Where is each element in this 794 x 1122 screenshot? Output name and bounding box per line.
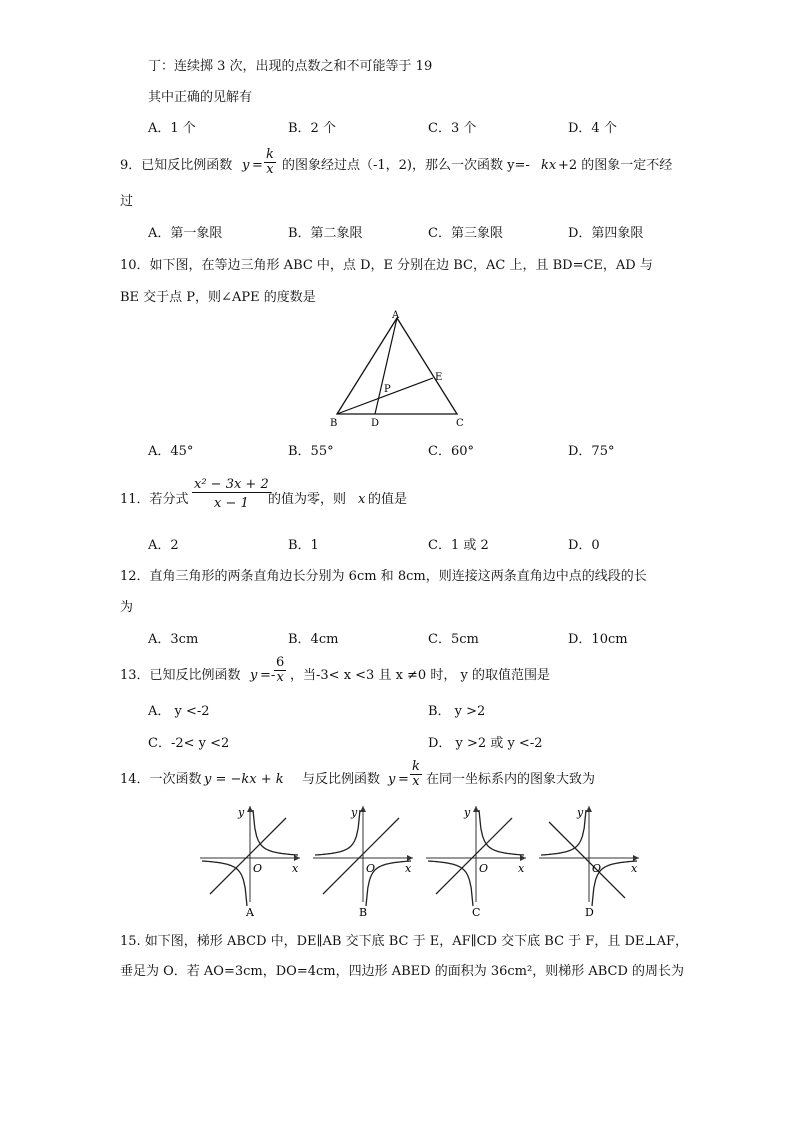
q8-option-d: D．4 个: [568, 121, 617, 136]
y-arrow: [586, 806, 592, 812]
q11-fraction-den: x − 1: [213, 496, 249, 511]
x-arrow: [294, 855, 300, 861]
q8-option-a: A．1 个: [148, 121, 196, 136]
y-arrow: [247, 806, 253, 812]
graph-b: [313, 806, 413, 919]
q9-option-a: A．第一象限: [148, 226, 223, 241]
q9-suffix-a: 的图象经过点（-1，2)，那么一次函数 y=-: [282, 158, 530, 173]
q9-prefix: 9．已知反比例函数: [120, 158, 233, 173]
q9-suffix-b: +2 的图象一定不经: [558, 158, 673, 173]
graph-option-label: B: [359, 906, 368, 919]
q11-option-a: A．2: [148, 538, 179, 553]
y-axis-label: y: [351, 806, 358, 819]
q11-option-c: C．1 或 2: [428, 538, 489, 553]
q10-option-b: B．55°: [288, 444, 334, 459]
graph-option-label: C: [472, 906, 481, 919]
q13-fraction-num: 6: [276, 655, 285, 670]
q13-eq: =-: [260, 668, 276, 683]
x-axis-label: x: [405, 862, 412, 875]
q12-option-c: C．5cm: [428, 632, 479, 647]
q13-prefix: 13．已知反比例函数: [120, 668, 241, 683]
q14-prefix: 14．一次函数: [120, 772, 202, 787]
origin-label: O: [366, 862, 376, 875]
hyperbola-branch: [253, 810, 298, 855]
q13-suffix: ，当-3< x <3 且 x ≠0 时， y 的取值范围是: [290, 668, 550, 683]
q13-y: y: [250, 668, 258, 683]
x-arrow: [520, 855, 526, 861]
label-e: E: [435, 372, 443, 383]
origin-label: O: [592, 862, 602, 875]
x-arrow: [407, 855, 413, 861]
q11-var: x: [358, 492, 366, 507]
q12-option-b: B．4cm: [288, 632, 339, 647]
label-c: C: [456, 418, 464, 429]
q14-mid: 与反比例函数: [302, 772, 381, 787]
q9-fraction-den: x: [266, 162, 274, 177]
hyperbola-branch: [428, 861, 473, 906]
origin-label: O: [479, 862, 489, 875]
q13-fraction-den: x: [276, 670, 284, 685]
x-axis-label: x: [518, 862, 525, 875]
q11-prefix: 11．若分式: [120, 492, 189, 507]
label-b: B: [330, 418, 338, 429]
q14-suffix: 在同一坐标系内的图象大致为: [426, 772, 596, 787]
q12-line2: 为: [120, 600, 134, 615]
triangle-figure: [325, 310, 475, 435]
q11-option-d: D．0: [568, 538, 600, 553]
q10-option-c: C．60°: [428, 444, 474, 459]
q13-option-c: C．-2< y <2: [148, 736, 230, 751]
graph-d: [539, 806, 639, 919]
label-a: A: [392, 310, 400, 321]
q9-fraction: [264, 148, 276, 177]
q12-line1: 12．直角三角形的两条直角边长分别为 6cm 和 8cm，则连接这两条直角边中点的线段的长: [120, 569, 647, 584]
q9-eq: =: [252, 158, 263, 173]
graph-option-label: D: [585, 906, 594, 919]
q14-fraction-den: x: [412, 774, 420, 789]
linear-function-line: [323, 818, 399, 894]
y-axis-label: y: [464, 806, 471, 819]
hyperbola-branch: [202, 861, 247, 906]
q11-fraction-num: x² − 3x + 2: [194, 477, 269, 492]
q9-option-c: C．第三象限: [428, 226, 503, 241]
segment-ad: [375, 318, 397, 414]
q9-fraction-num: k: [266, 147, 274, 162]
y-axis-label: y: [577, 806, 584, 819]
q11-suffix: 的值为零，则: [268, 492, 347, 507]
hyperbola-branch: [479, 810, 524, 855]
q9-kx: kx: [541, 158, 557, 173]
linear-function-line: [436, 818, 512, 894]
q13-option-d: D． y >2 或 y <-2: [428, 736, 543, 751]
statement-ding: 丁：连续掷 3 次，出现的点数之和不可能等于 19: [148, 59, 433, 74]
y-axis-label: y: [238, 806, 245, 819]
q11-fraction: [192, 478, 271, 511]
q13-fraction: [274, 656, 286, 685]
q14-graphs: [180, 800, 638, 920]
statement-summary: 其中正确的见解有: [148, 90, 253, 105]
q14-y: y: [388, 772, 396, 787]
y-arrow: [360, 806, 366, 812]
q15-line2: 垂足为 O．若 AO=3cm，DO=4cm，四边形 ABED 的面积为 36cm²，则梯形 ABCD 的周长为: [120, 964, 685, 979]
q8-option-b: B．2 个: [288, 121, 336, 136]
x-axis-label: x: [631, 862, 638, 875]
x-arrow: [633, 855, 639, 861]
q9-y: y: [242, 158, 250, 173]
q12-option-a: A．3cm: [148, 632, 199, 647]
q11-option-b: B．1: [288, 538, 319, 553]
q10-line1: 10．如下图，在等边三角形 ABC 中，点 D，E 分别在边 BC，AC 上，且 BD=CE，AD 与: [120, 258, 653, 273]
q14-fraction-num: k: [412, 759, 420, 774]
y-arrow: [473, 806, 479, 812]
label-d: D: [371, 418, 380, 429]
q8-option-c: C．3 个: [428, 121, 477, 136]
label-p: P: [384, 384, 391, 395]
graph-a: [200, 806, 300, 919]
q9-option-b: B．第二象限: [288, 226, 363, 241]
q9-continued: 过: [120, 194, 134, 209]
q13-option-b: B． y >2: [428, 704, 486, 719]
graph-c: [426, 806, 526, 919]
origin-label: O: [253, 862, 263, 875]
q9-option-d: D．第四象限: [568, 226, 644, 241]
q10-line2: BE 交于点 P，则∠APE 的度数是: [120, 290, 316, 305]
q14-eq: =: [398, 772, 409, 787]
q10-option-a: A．45°: [148, 444, 194, 459]
q10-option-d: D．75°: [568, 444, 615, 459]
q14-fraction: [410, 760, 422, 789]
q11-suffix2: 的值是: [368, 492, 408, 507]
q14-expr: y = −kx + k: [204, 772, 284, 787]
q15-line1: 15. 如下图，梯形 ABCD 中，DE∥AB 交下底 BC 于 E，AF∥CD 交下底 BC 于 F，且 DE⊥AF，: [120, 934, 688, 949]
triangle-abc: [337, 318, 457, 414]
x-axis-label: x: [292, 862, 299, 875]
q13-option-a: A． y <-2: [148, 704, 210, 719]
linear-function-line: [210, 818, 286, 894]
q12-option-d: D．10cm: [568, 632, 628, 647]
linear-function-line: [549, 822, 625, 898]
graph-option-label: A: [246, 906, 254, 919]
